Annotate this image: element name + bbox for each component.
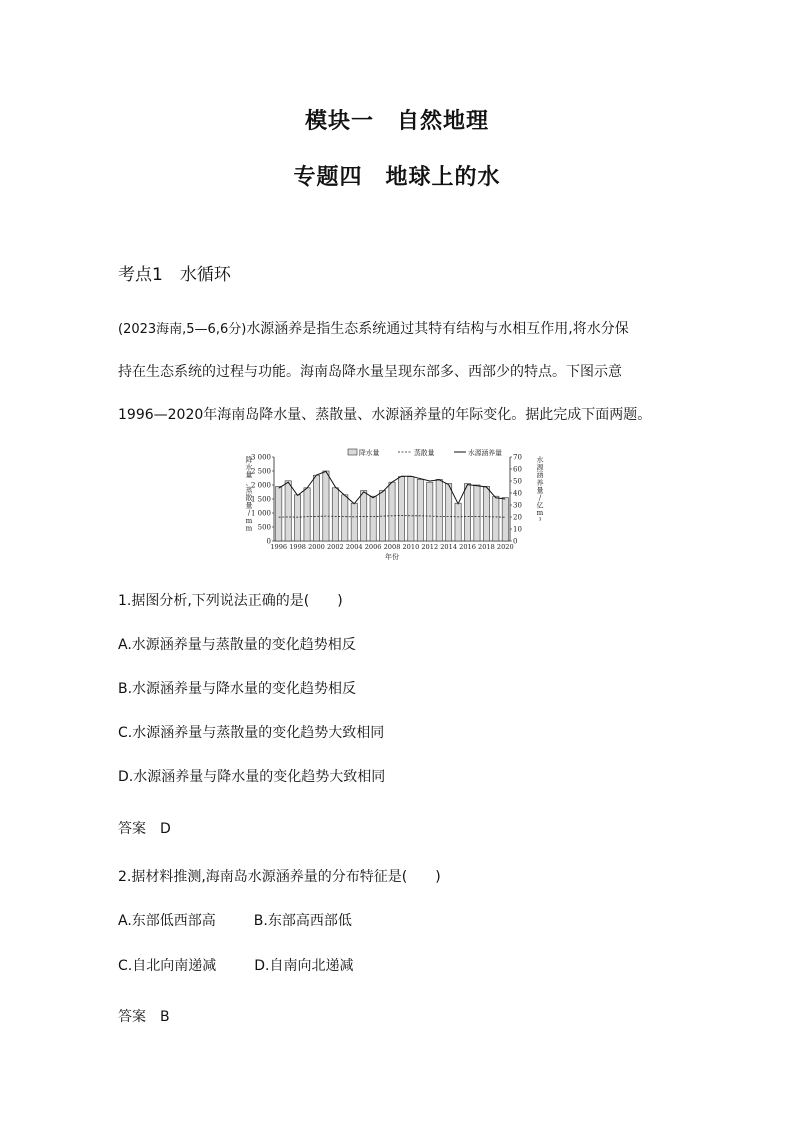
chart-x-tick-label: 2020 — [496, 543, 514, 551]
question-1-option-d: D.水源涵养量与降水量的变化趋势大致相同 — [118, 769, 386, 785]
chart-bar — [323, 471, 329, 541]
question-2-option-b: B.东部高西部低 — [253, 913, 352, 929]
chart-x-tick-label: 2002 — [326, 543, 344, 551]
chart-svg — [236, 445, 548, 567]
chart-x-tick-label: 2012 — [421, 543, 439, 551]
question-2-stem: 2.据材料推测,海南岛水源涵养量的分布特征是( ) — [118, 869, 441, 885]
chart-bar — [427, 482, 433, 541]
chart-right-tick-label: 0 — [513, 537, 518, 546]
chart-bar — [389, 482, 395, 541]
chart-legend-label: 蒸散量 — [414, 449, 435, 457]
chart-right-tick-label: 30 — [513, 501, 522, 510]
chart-bar — [446, 484, 452, 541]
question-1-answer: 答案 D — [118, 821, 171, 837]
chart-right-axis-label-char: / — [538, 494, 542, 502]
chart-right-tick-label: 70 — [513, 453, 522, 462]
chart-left-tick-label: 1 500 — [250, 495, 271, 504]
chart-left-axis-label-char: / — [247, 509, 251, 518]
chart-bar — [502, 498, 508, 541]
chart-x-tick-label: 2016 — [459, 543, 476, 551]
chart-left-tick-label: 2 000 — [250, 481, 271, 490]
chart-right-tick-label: 10 — [513, 525, 522, 534]
question-2-answer: 答案 B — [118, 1009, 170, 1025]
chart-left-axis-label-char: 降 — [245, 456, 253, 464]
chart-left-tick-label: 1 000 — [250, 509, 271, 518]
chart-x-tick-label: 2004 — [345, 543, 363, 551]
question-1-option-a: A.水源涵养量与蒸散量的变化趋势相反 — [118, 637, 356, 653]
chart-x-tick-label: 2010 — [402, 543, 420, 551]
chart-right-tick-label: 60 — [513, 465, 522, 474]
question-2-option-a: A.东部低西部高 — [118, 913, 216, 929]
chart-bar — [474, 485, 480, 541]
chart-x-axis-label: 年份 — [385, 553, 399, 561]
chart-bar — [313, 475, 319, 541]
chart-left-axis-label-char: 、 — [245, 478, 253, 487]
chart-x-tick-label: 1996 — [270, 543, 288, 551]
intro-source: (2023海南,5—6,6分) — [118, 322, 247, 337]
chart-bar — [493, 496, 499, 541]
chart-bar — [285, 481, 291, 541]
question-1-option-b: B.水源涵养量与降水量的变化趋势相反 — [118, 681, 357, 697]
chart-x-tick-label: 2006 — [364, 543, 382, 551]
chart-right-axis-label-char: 源 — [536, 463, 544, 472]
chart-x-tick-label: 1998 — [289, 543, 306, 551]
chart-left-axis-label-char: 量 — [245, 501, 253, 510]
chart-right-axis-label-char: 养 — [536, 478, 544, 487]
chart-left-axis-label-char: m — [245, 524, 253, 533]
chart-bar — [417, 479, 423, 541]
intro-line-1-text: 水源涵养是指生态系统通过其特有结构与水相互作用,将水分保 — [246, 321, 629, 337]
chart-right-tick-label: 40 — [513, 489, 522, 498]
question-2-options-row-2 — [118, 955, 353, 975]
intro-line-3: 1996—2020年海南岛降水量、蒸散量、水源涵养量的年际变化。据此完成下面两题。 — [118, 407, 652, 423]
chart-bar — [436, 479, 442, 541]
chart-bar — [398, 477, 404, 541]
chart-left-tick-label: 3 000 — [250, 453, 271, 462]
chart-right-axis-label-char: 水 — [536, 456, 544, 464]
chart-bar — [361, 491, 367, 541]
chart-x-tick-label: 2014 — [440, 543, 458, 551]
chart-left-axis-label-char: 水 — [245, 463, 253, 472]
question-2-option-d: D.自南向北递减 — [254, 958, 354, 974]
chart-x-tick-label: 2008 — [383, 543, 401, 551]
intro-line-1 — [118, 318, 629, 338]
chart-legend-label: 水源涵养量 — [468, 449, 502, 457]
question-2-option-c: C.自北向南递减 — [118, 958, 217, 974]
chart-left-axis-label-char: m — [245, 516, 253, 525]
chart-bar — [370, 496, 376, 541]
chart-left-axis-label-char: 蒸 — [245, 486, 253, 495]
chart-right-tick-label: 20 — [513, 513, 522, 522]
question-1-option-c: C.水源涵养量与蒸散量的变化趋势大致相同 — [118, 725, 385, 741]
question-1-stem: 1.据图分析,下列说法正确的是( ) — [118, 593, 343, 609]
chart-left-tick-label: 2 500 — [250, 467, 271, 476]
question-2-options-row-1 — [118, 910, 352, 930]
precipitation-chart — [236, 445, 548, 567]
chart-right-tick-label: 50 — [513, 477, 522, 486]
chart-bar — [332, 488, 338, 541]
chart-bar — [276, 486, 282, 541]
chart-x-tick-label: 2000 — [308, 543, 325, 551]
chart-bar — [408, 477, 414, 541]
intro-line-2: 持在生态系统的过程与功能。海南岛降水量呈现东部多、西部少的特点。下图示意 — [118, 364, 622, 380]
module-title: 模块一 自然地理 — [304, 109, 489, 134]
chart-bar — [351, 503, 357, 541]
chart-bar — [342, 495, 348, 541]
chart-bar — [483, 486, 489, 541]
chart-left-tick-label: 0 — [266, 537, 271, 546]
topic-title: 专题四 地球上的水 — [293, 165, 501, 190]
chart-right-axis-label-char: 亿 — [536, 501, 544, 510]
chart-bar — [304, 488, 310, 541]
section-title: 考点1 水循环 — [118, 265, 231, 285]
chart-right-axis-label-char: m — [536, 509, 544, 518]
chart-legend-bar-swatch — [348, 449, 357, 455]
chart-left-tick-label: 500 — [257, 523, 271, 532]
chart-bar — [294, 495, 300, 541]
chart-left-axis-label-char: 散 — [245, 494, 253, 502]
chart-bar — [464, 484, 470, 541]
chart-bar — [455, 503, 461, 541]
chart-legend-label: 降水量 — [359, 449, 380, 457]
chart-right-axis-label-char: ³ — [538, 516, 542, 525]
chart-x-tick-label: 2018 — [478, 543, 495, 551]
chart-right-axis-label-char: 量 — [536, 486, 544, 495]
chart-left-axis-label-char: 量 — [245, 471, 253, 480]
chart-right-axis-label-char: 涵 — [536, 471, 544, 480]
